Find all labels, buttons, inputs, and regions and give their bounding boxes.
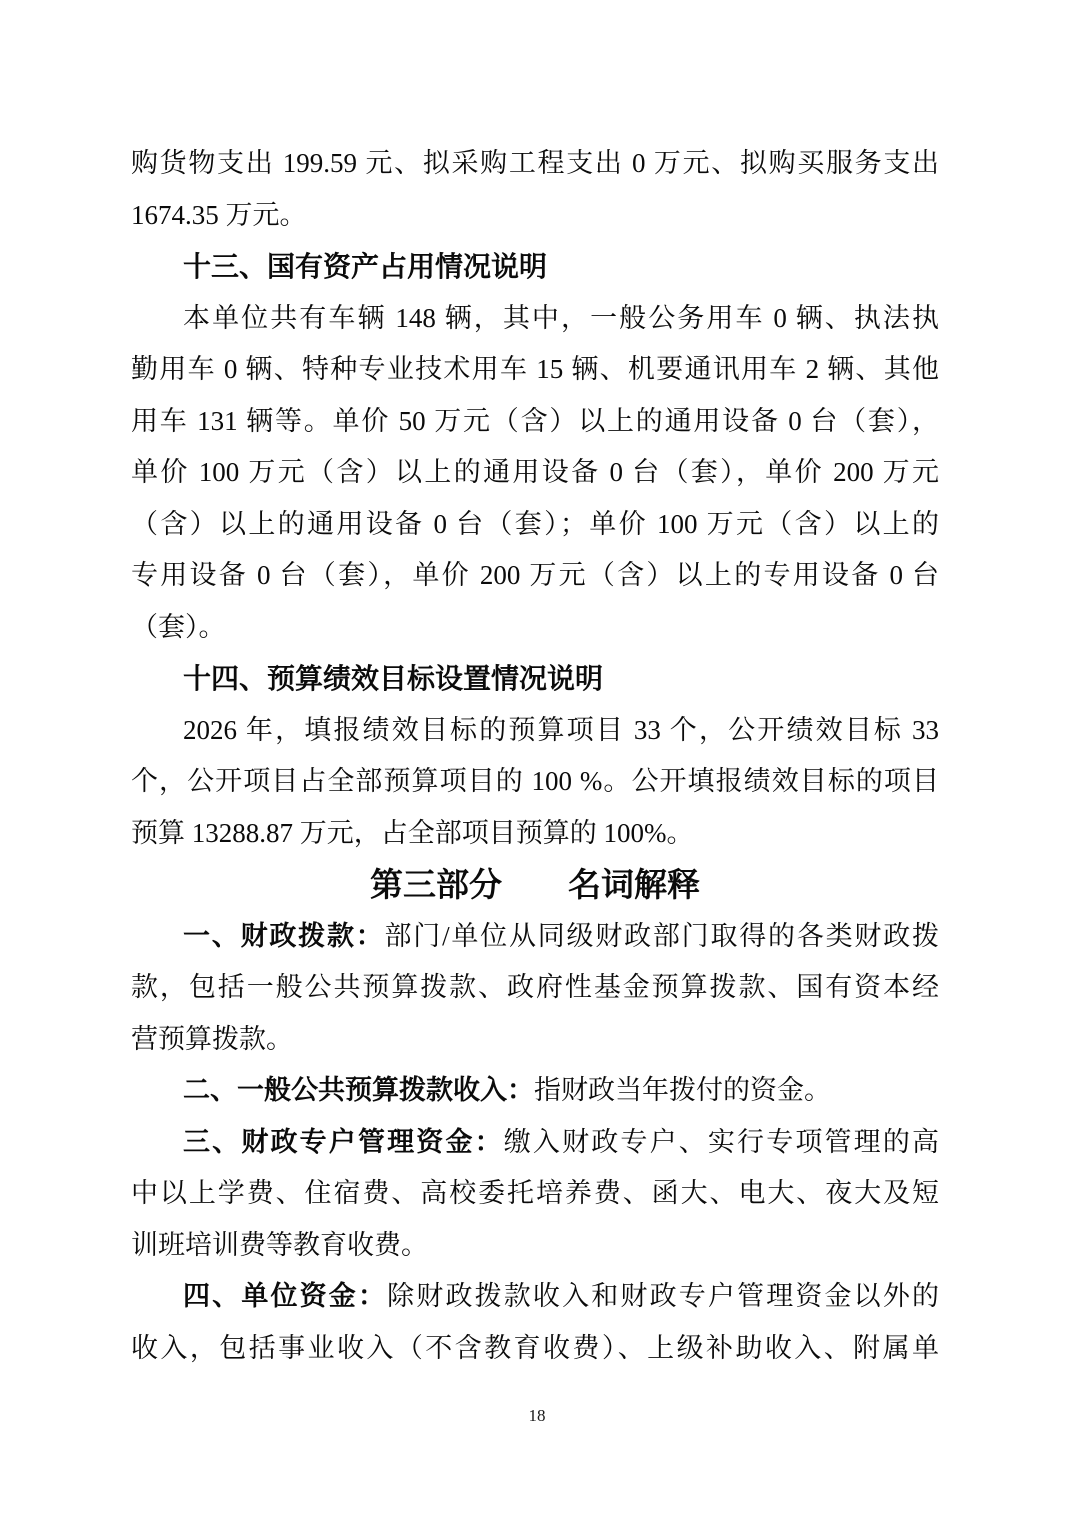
term-label: 一、财政拨款： (183, 920, 385, 951)
heading-section-14-performance-targets (131, 653, 939, 705)
text-run: 2026 年，填报绩效目标的预算项目 33 个，公开绩效目标 33 (183, 714, 939, 745)
text-run: 本单位共有车辆 148 辆，其中，一般公务用车 0 辆、执法执 (183, 302, 939, 333)
para-performance-targets (131, 705, 939, 860)
text-line (131, 1323, 939, 1375)
text-run: 用车 131 辆等。单价 50 万元（含）以上的通用设备 0 台（套）， (131, 405, 939, 436)
term-label: 四、单位资金： (183, 1281, 388, 1311)
document-body (131, 138, 939, 1374)
text-run: 训班培训费等教育收费。 (131, 1229, 428, 1260)
text-run: 除财政拨款收入和财政专户管理资金以外的 (387, 1281, 939, 1311)
text-line (131, 1168, 939, 1220)
text-line (131, 1271, 939, 1323)
text-line (131, 602, 939, 654)
text-run: （含）以上的通用设备 0 台（套）；单价 100 万元（含）以上的 (131, 508, 939, 539)
text-line (131, 447, 939, 499)
text-line (131, 1014, 939, 1066)
heading-line (131, 241, 939, 293)
text-run: 营预算拨款。 (131, 1023, 293, 1054)
text-line (131, 705, 939, 757)
text-run: 部门/单位从同级财政部门取得的各类财政拨 (384, 920, 939, 951)
text-run: 款，包括一般公共预算拨款、政府性基金预算拨款、国有资本经 (131, 972, 939, 1002)
term-label: 三、财政专户管理资金： (183, 1126, 504, 1157)
text-line (131, 138, 939, 190)
text-line (131, 344, 939, 396)
heading-line (131, 653, 939, 705)
text-line (131, 756, 939, 808)
text-run: 收入，包括事业收入（不含教育收费）、上级补助收入、附属单 (131, 1332, 939, 1363)
para-term-1-fiscal-appropriation (131, 911, 939, 1066)
text-line (131, 293, 939, 345)
para-state-assets (131, 293, 939, 654)
text-run: （套）。 (131, 611, 226, 642)
text-line (131, 1117, 939, 1169)
heading-part3-glossary (131, 859, 939, 911)
text-run: 个，公开项目占全部预算项目的 100 %。公开填报绩效目标的项目 (131, 766, 939, 796)
text-line (131, 550, 939, 602)
text-line (131, 396, 939, 448)
text-line (131, 911, 939, 963)
text-run: 勤用车 0 辆、特种专业技术用车 15 辆、机要通讯用车 2 辆、其他 (131, 354, 939, 384)
text-run: 专用设备 0 台（套），单价 200 万元（含）以上的专用设备 0 台 (131, 560, 939, 590)
text-run: 指财政当年拨付的资金。 (534, 1075, 831, 1105)
text-run: 1674.35 万元。 (131, 199, 307, 230)
page-number: 18 (528, 1406, 546, 1425)
text-run: 购货物支出 199.59 元、拟采购工程支出 0 万元、拟购买服务支出 (131, 148, 939, 178)
text-run: 缴入财政专户、实行专项管理的高 (503, 1126, 939, 1157)
para-term-4-unit-funds (131, 1271, 939, 1374)
text-run: 十四、预算绩效目标设置情况说明 (183, 663, 604, 694)
text-line (131, 962, 939, 1014)
para-term-3-fiscal-special-account-funds (131, 1117, 939, 1272)
heading-section-13-state-assets (131, 241, 939, 293)
text-line (131, 808, 939, 860)
text-line (131, 190, 939, 242)
text-line (131, 1065, 939, 1117)
text-run: 中以上学费、住宿费、高校委托培养费、函大、电大、夜大及短 (131, 1178, 939, 1208)
text-run: 十三、国有资产占用情况说明 (183, 251, 548, 282)
heading-line (131, 859, 939, 911)
para-procurement-continuation (131, 138, 939, 241)
text-run: 预算 13288.87 万元，占全部项目预算的 100%。 (131, 817, 694, 848)
term-label: 二、一般公共预算拨款收入： (183, 1075, 534, 1105)
text-line (131, 499, 939, 551)
text-run: 单价 100 万元（含）以上的通用设备 0 台（套），单价 200 万元 (131, 457, 939, 487)
para-term-2-general-public-budget-income (131, 1065, 939, 1117)
text-line (131, 1220, 939, 1272)
text-run: 第三部分 名词解释 (370, 866, 700, 903)
